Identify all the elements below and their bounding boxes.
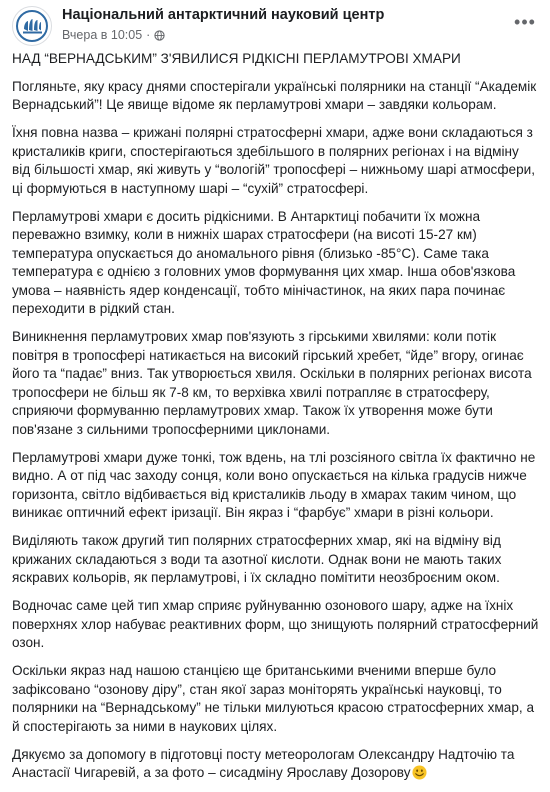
post-paragraph-3: Перламутрові хмари є досить рідкісними. В Антарктиці побачити їх можна переважно взимку, коли в нижніх шарах стратосфери (на висоті 15-27 км) температура опускається до аномального рівня (близько -85°С). Саме така температура є однією з головних умов формування цих хмар. Інша обов'язкова умова – наявність ядер конденсації, тобто мінічастинок, на яких пара починає переходити в рідкий стан. (12, 208, 516, 316)
smiling-face-emoji-icon (412, 765, 427, 780)
page-name-link[interactable]: Національний антарктичний науковий центр (62, 7, 385, 23)
globe-icon[interactable] (154, 30, 165, 41)
more-options-icon: ••• (514, 11, 536, 32)
more-options-button[interactable] (512, 12, 538, 32)
post-timestamp[interactable]: Вчера в 10:05 (62, 28, 143, 42)
post-paragraph-9 (12, 746, 540, 783)
post-text (12, 50, 540, 792)
post-paragraph-8: Оскільки якраз над нашою станцією ще британськими вченими вперше було зафіксовано “озонову діру”, стан якої зараз моніторять українські науковці, то полярники на “Вернадському” не тільки милуються красою стратосферних хмар, а й спостерігають за ними в наукових цілях. (12, 663, 534, 734)
post-paragraph-7: Водночас саме цей тип хмар сприяє руйнуванню озонового шару, адже на їхніх поверхнях хлор набуває реактивних форм, що знищують полярний стратосферний озон. (12, 598, 539, 650)
post-title: НАД “ВЕРНАДСЬКИМ” З'ЯВИЛИСЯ РІДКІСНІ ПЕРЛАМУТРОВІ ХМАРИ (12, 51, 461, 66)
post-paragraph-9-text: Дякуємо за допомогу в підготовці посту метеорологам Олександру Надточію та Анастасії Чигаревій, а за фото – сисадміну Ярославу Дозорову (12, 746, 515, 780)
post-paragraph-1: Погляньте, яку красу днями спостерігали українські полярники на станції “Академік Вернадський”! Це явище відоме як перламутрові хмари – завдяки кольорам. (12, 78, 537, 112)
page-avatar[interactable] (12, 6, 52, 46)
post-paragraph-5: Перламутрові хмари дуже тонкі, тож вдень, на тлі розсіяного світла їх фактично не видно. А от під час заходу сонця, коли воно опускається на кілька градусів нижче горизонта, світло відбивається від кристаликів льоду в хмарах таким чином, що виникає оптичний ефект іризації. Він якраз і “фарбує” хмари в різні кольори. (12, 449, 536, 520)
post-paragraph-4: Виникнення перламутрових хмар пов'язують з гірськими хвилями: коли потік повітря в тропосфері натикається на високий гірський хребет, “йде” вгору, огинає його та “падає” вниз. Так утворюється хвиля. Оскільки в полярних регіонах висота тропосфери не більш як 7-8 км, то верхівка хвилі потрапляє в стратосферу, сприяючи формуванню перламутрових хмар. Також їх утворення може бути пов'язане з сильними тропосферними циклонами. (12, 329, 532, 437)
post-meta (62, 28, 165, 42)
meta-separator: · (146, 28, 151, 42)
post-paragraph-6: Виділяють також другий тип полярних стратосферних хмар, які на відміну від крижаних складаються з води та азотної кислоти. Однак вони не мають таких яскравих кольорів, як перламутрові, і їх складно помітити неозброєним оком. (12, 533, 502, 585)
penguin-logo-icon (13, 7, 51, 45)
post-header (12, 6, 538, 46)
post-paragraph-2: Їхня повна назва – крижані полярні стратосферні хмари, адже вони складаються з кристаликів криги, спостерігаються здебільшого в полярних регіонах і на відміну від більшості хмар, які живуть у “вологій” тропосфері – нижньому шарі атмосфери, ці формуються в наступному шарі – “сухій” стратосфері. (12, 125, 536, 196)
